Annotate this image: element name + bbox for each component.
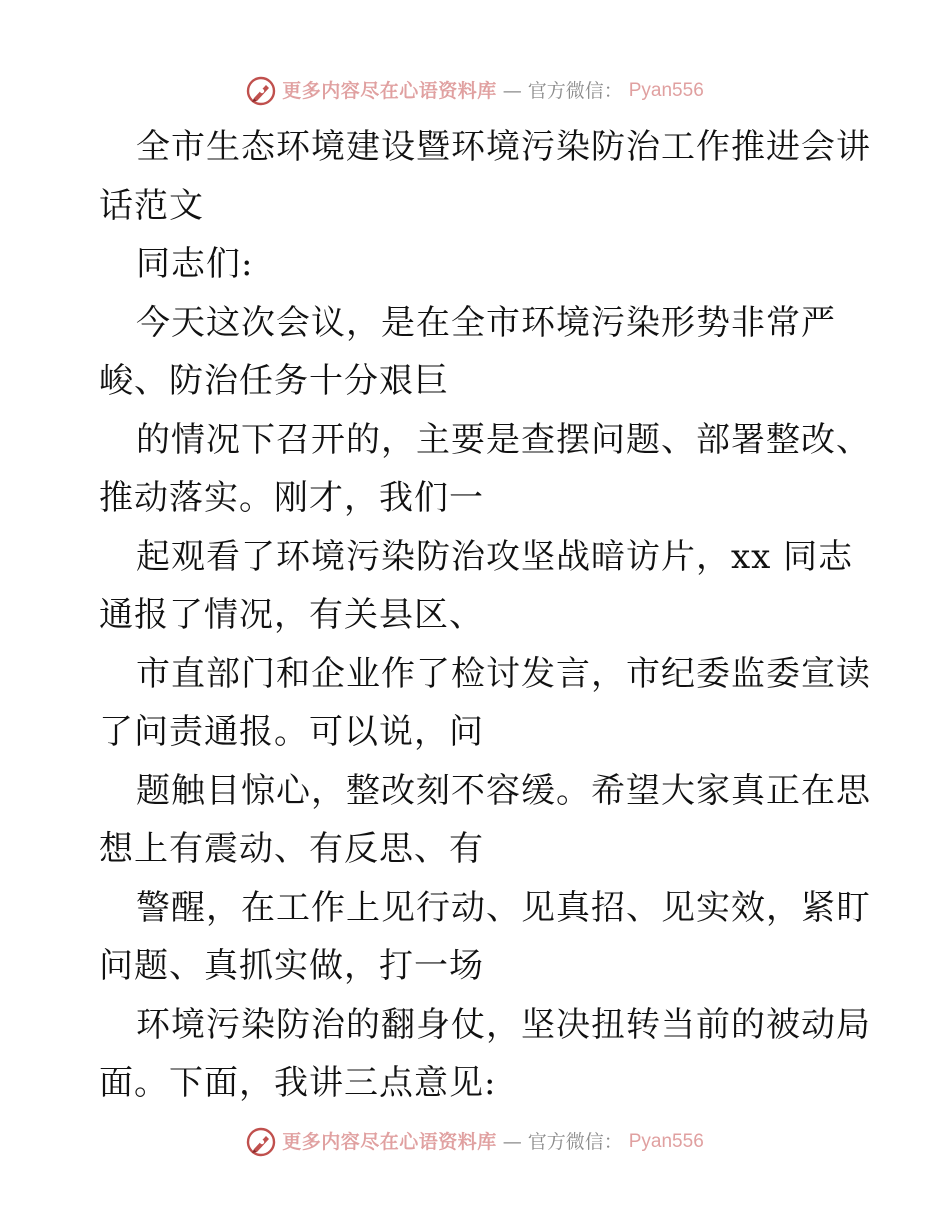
text-line: 全市生态环境建设暨环境污染防治工作推进会讲 <box>136 127 871 167</box>
watermark-wechat-label: 官方微信： <box>527 1131 623 1153</box>
pen-logo-icon <box>246 76 276 106</box>
text-line: 环境污染防治的翻身仗，坚决扭转当前的被动局 <box>136 1004 871 1045</box>
text-line: 通报了情况，有关县区、 <box>99 595 484 635</box>
pen-logo-icon <box>246 1127 276 1157</box>
text-line: 推动落实。刚才，我们一 <box>99 478 484 518</box>
text-line: 警醒，在工作上见行动、见真招、见实效，紧盯 <box>136 887 871 928</box>
watermark-wechat-id: Pyan556 <box>628 1131 704 1152</box>
watermark-main-text: 更多内容尽在心语资料库 <box>282 1131 497 1153</box>
watermark-main-text: 更多内容尽在心语资料库 <box>282 80 497 102</box>
text-line: 问题、真抓实做，打一场 <box>99 946 484 986</box>
text-line: 想上有震动、有反思、有 <box>99 829 484 869</box>
text-line: 题触目惊心，整改刻不容缓。希望大家真正在思 <box>136 770 871 811</box>
watermark-wechat-label: 官方微信： <box>527 80 623 102</box>
text-line: 了问责通报。可以说，问 <box>99 712 484 752</box>
watermark-dash: — <box>502 80 522 102</box>
text-line: 峻、防治任务十分艰巨 <box>99 361 449 401</box>
watermark-wechat-id: Pyan556 <box>628 80 704 101</box>
text-line: 市直部门和企业作了检讨发言，市纪委监委宣读 <box>136 653 871 694</box>
header-watermark <box>0 76 950 106</box>
watermark-dash: — <box>502 1131 522 1153</box>
text-line: 同志们: <box>136 244 254 284</box>
text-line: 的情况下召开的，主要是查摆问题、部署整改、 <box>136 419 871 460</box>
document-body <box>99 118 871 1113</box>
text-line: 今天这次会议，是在全市环境污染形势非常严 <box>136 302 836 343</box>
text-line: 面。下面，我讲三点意见: <box>99 1063 497 1103</box>
text-line: 起观看了环境污染防治攻坚战暗访片，xx 同志 <box>136 536 854 577</box>
text-line: 话范文 <box>99 185 204 226</box>
footer-watermark <box>0 1127 950 1157</box>
